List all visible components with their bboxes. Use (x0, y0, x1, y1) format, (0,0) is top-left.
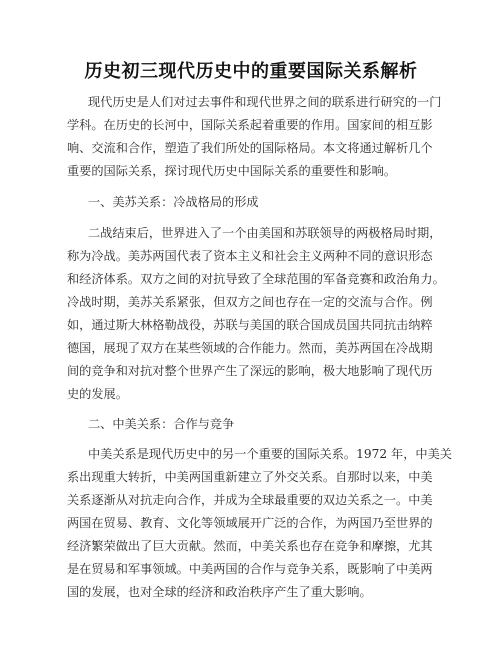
paragraph-line: 史的发展。 (67, 387, 128, 401)
paragraph-line: 德国，展现了双方在某些领域的合作能力。然而，美苏两国在冷战期 (67, 341, 433, 355)
paragraph-line: 重要的国际关系，探讨现代历史中国际关系的重要性和影响。 (67, 164, 397, 178)
paragraph-line: 学科。在历史的长河中，国际关系起着重要的作用。国家间的相互影 (67, 118, 433, 132)
paragraph-line: 和经济体系。双方之间的对抗导致了全球范围的军备竞赛和政治角力。 (67, 272, 445, 286)
paragraph-line: 中美关系是现代历史中的另一个重要的国际关系。1972 年，中美关 (88, 447, 452, 461)
section-heading: 一、美苏关系：冷战格局的形成 (88, 195, 259, 209)
section-heading: 二、中美关系：合作与竞争 (88, 417, 235, 431)
paragraph-line: 关系逐渐从对抗走向合作，并成为全球最重要的双边关系之一。中美 (67, 493, 433, 507)
paragraph-line: 冷战时期，美苏关系紧张，但双方之间也存在一定的交流与合作。例 (67, 295, 433, 309)
paragraph-line: 响、交流和合作，塑造了我们所处的国际格局。本文将通过解析几个 (67, 141, 433, 155)
paragraph-line: 经济繁荣做出了巨大贡献。然而，中美关系也存在竞争和摩擦，尤其 (67, 539, 433, 553)
paragraph-line: 系出现重大转折，中美两国重新建立了外交关系。自那时以来，中美 (67, 470, 433, 484)
page-title: 历史初三现代历史中的重要国际关系解析 (84, 61, 418, 82)
paragraph-line: 国的发展，也对全球的经济和政治秩序产生了重大影响。 (67, 585, 372, 599)
paragraph-line: 称为冷战。美苏两国代表了资本主义和社会主义两种不同的意识形态 (67, 249, 433, 263)
paragraph-line: 如，通过斯大林格勒战役，苏联与美国的联合国成员国共同抗击纳粹 (67, 318, 433, 332)
paragraph-line: 二战结束后，世界进入了一个由美国和苏联领导的两极格局时期， (88, 226, 442, 240)
paragraph-line: 两国在贸易、教育、文化等领域展开广泛的合作，为两国乃至世界的 (67, 516, 433, 530)
paragraph-line: 是在贸易和军事领域。中美两国的合作与竞争关系，既影响了中美两 (67, 562, 433, 576)
paragraph-line: 间的竞争和对抗对整个世界产生了深远的影响，极大地影响了现代历 (67, 364, 433, 378)
paragraph-line: 现代历史是人们对过去事件和现代世界之间的联系进行研究的一门 (88, 95, 442, 109)
